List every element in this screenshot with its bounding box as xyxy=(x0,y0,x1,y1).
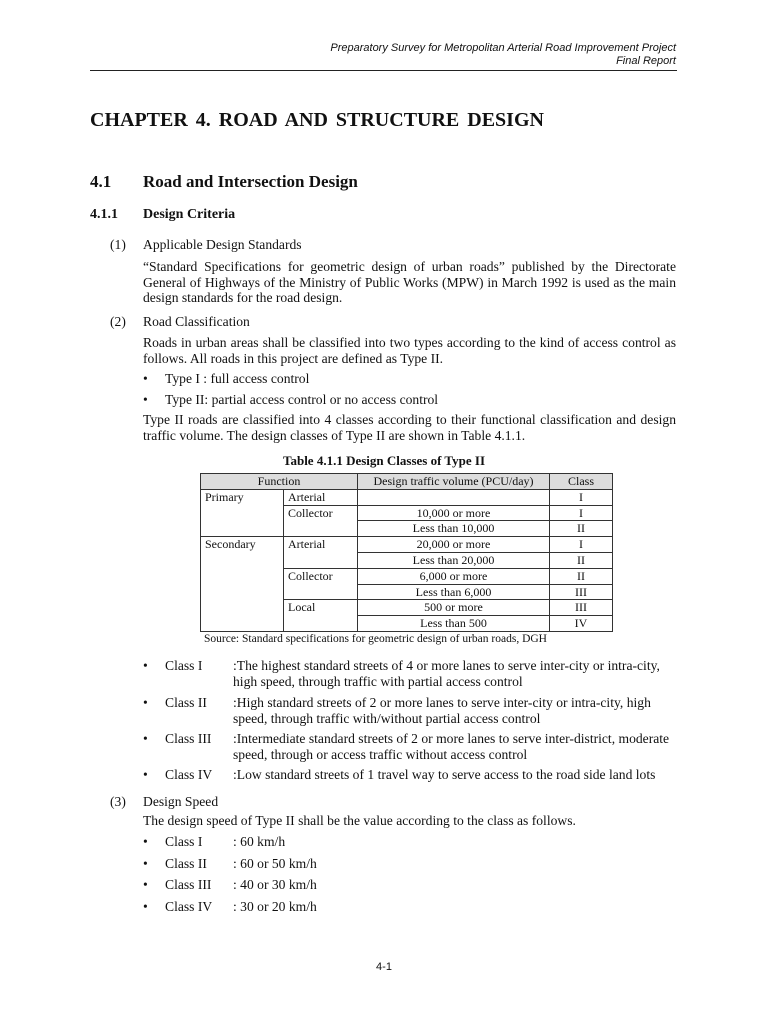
bullet-icon: • xyxy=(143,877,148,892)
cell-volume: 500 or more xyxy=(358,600,550,616)
cell-volume: 10,000 or more xyxy=(358,505,550,521)
cell-function: Secondary xyxy=(201,537,284,632)
design-classes-table xyxy=(200,473,613,632)
paragraph: Roads in urban areas shall be classified into two types according to the kind of access control as follows. All roads in this project are defined as Type II. xyxy=(143,335,676,366)
cell-volume: Less than 6,000 xyxy=(358,584,550,600)
item-number: (2) xyxy=(110,314,126,329)
cell-volume: Less than 20,000 xyxy=(358,552,550,568)
cell-class: I xyxy=(550,489,613,505)
cell-subfunction: Collector xyxy=(284,568,358,600)
list-item-text: Type I : full access control xyxy=(165,371,310,386)
section-number: 4.1 xyxy=(90,172,112,191)
section-heading xyxy=(90,172,358,192)
cell-class: IV xyxy=(550,616,613,632)
item-number: (1) xyxy=(110,237,126,252)
subsection-number: 4.1.1 xyxy=(90,207,118,222)
cell-function: Primary xyxy=(201,489,284,536)
running-header-subtitle: Final Report xyxy=(616,55,676,67)
cell-class: III xyxy=(550,584,613,600)
cell-volume: 20,000 or more xyxy=(358,537,550,553)
class-label: Class I xyxy=(165,834,203,849)
bullet-icon: • xyxy=(143,767,148,782)
bullet-icon: • xyxy=(143,856,148,871)
table-title: Table 4.1.1 Design Classes of Type II xyxy=(282,453,485,468)
cell-subfunction: Arterial xyxy=(284,489,358,505)
cell-class: II xyxy=(550,568,613,584)
bullet-icon: • xyxy=(143,834,148,849)
table-row xyxy=(201,537,613,553)
cell-class: III xyxy=(550,600,613,616)
cell-volume: Less than 500 xyxy=(358,616,550,632)
running-header-title: Preparatory Survey for Metropolitan Arterial Road Improvement Project xyxy=(330,42,676,54)
speed-value: : 30 or 20 km/h xyxy=(233,899,317,914)
cell-subfunction: Collector xyxy=(284,505,358,537)
table-header-row xyxy=(201,474,613,490)
cell-subfunction: Local xyxy=(284,600,358,632)
class-label: Class IV xyxy=(165,767,213,782)
class-label: Class II xyxy=(165,856,207,871)
class-description: :The highest standard streets of 4 or more lanes to serve inter-city or intra-city, high speed, through traffic with partial access control xyxy=(233,658,660,689)
cell-class: I xyxy=(550,505,613,521)
speed-value: : 60 or 50 km/h xyxy=(233,856,317,871)
header-rule xyxy=(90,70,677,71)
cell-class: II xyxy=(550,521,613,537)
class-label: Class III xyxy=(165,877,212,892)
subsection-heading xyxy=(90,207,235,223)
bullet-icon: • xyxy=(143,392,148,407)
cell-subfunction: Arterial xyxy=(284,537,358,569)
column-header: Design traffic volume (PCU/day) xyxy=(358,474,550,490)
class-label: Class II xyxy=(165,695,207,710)
cell-volume: 6,000 or more xyxy=(358,568,550,584)
bullet-icon: • xyxy=(143,371,148,386)
class-label: Class I xyxy=(165,658,203,673)
item-number: (3) xyxy=(110,794,126,809)
paragraph: Type II roads are classified into 4 classes according to their functional classification and design traffic volume. The design classes of Type II are shown in Table 4.1.1. xyxy=(143,412,676,443)
cell-volume xyxy=(358,489,550,505)
item-title: Applicable Design Standards xyxy=(143,237,302,252)
page-number: 4-1 xyxy=(376,961,392,973)
bullet-icon: • xyxy=(143,731,148,746)
item-title: Design Speed xyxy=(143,794,219,809)
class-description: :High standard streets of 2 or more lanes to serve inter-city or intra-city, high speed, through traffic with/without partial access control xyxy=(233,695,651,726)
section-title: Road and Intersection Design xyxy=(143,172,358,191)
item-title: Road Classification xyxy=(143,314,250,329)
cell-class: II xyxy=(550,552,613,568)
speed-value: : 40 or 30 km/h xyxy=(233,877,317,892)
class-label: Class III xyxy=(165,731,212,746)
bullet-icon: • xyxy=(143,658,148,673)
column-header: Class xyxy=(550,474,613,490)
subsection-title: Design Criteria xyxy=(143,207,236,222)
class-label: Class IV xyxy=(165,899,213,914)
class-description: :Intermediate standard streets of 2 or more lanes to serve inter-district, moderate speed, through or access traffic without access control xyxy=(233,731,670,762)
list-item-text: Type II: partial access control or no access control xyxy=(165,392,439,407)
table-source: Source: Standard specifications for geometric design of urban roads, DGH xyxy=(204,633,547,645)
bullet-icon: • xyxy=(143,899,148,914)
bullet-icon: • xyxy=(143,695,148,710)
paragraph: The design speed of Type II shall be the value according to the class as follows. xyxy=(143,813,576,828)
column-header: Function xyxy=(201,474,358,490)
chapter-title: CHAPTER 4. ROAD AND STRUCTURE DESIGN xyxy=(90,109,544,131)
class-description: :Low standard streets of 1 travel way to serve access to the road side land lots xyxy=(233,767,656,782)
speed-value: : 60 km/h xyxy=(233,834,286,849)
table-row xyxy=(201,489,613,505)
paragraph: “Standard Specifications for geometric design of urban roads” published by the Directorate General of Highways of the Ministry of Public Works (MPW) in March 1992 is used as the main design standards for the road design. xyxy=(143,259,676,306)
cell-volume: Less than 10,000 xyxy=(358,521,550,537)
cell-class: I xyxy=(550,537,613,553)
